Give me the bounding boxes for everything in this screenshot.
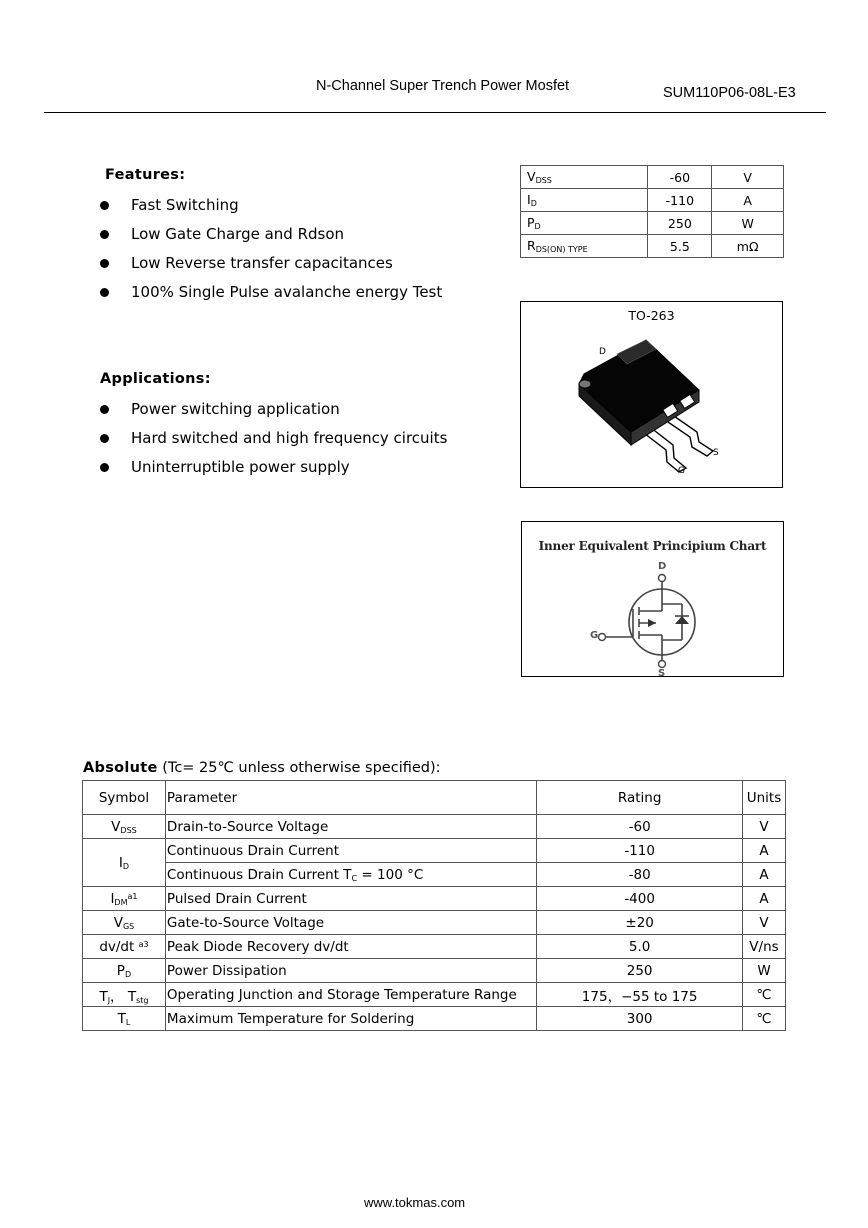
table-row xyxy=(83,815,786,839)
row-symbol: $I_D$ xyxy=(83,839,166,887)
table-header-row xyxy=(83,781,786,815)
mosfet-symbol-icon xyxy=(522,522,783,676)
pin-label-d: D xyxy=(599,347,606,357)
features-title: Features: xyxy=(105,167,186,183)
header-parameter: Parameter xyxy=(165,781,536,815)
row-rating: 250 xyxy=(537,959,743,983)
spec-value: 5.5 xyxy=(648,235,712,258)
row-symbol: $V_{DSS}$ xyxy=(83,815,166,839)
row-unit: V xyxy=(742,911,785,935)
spec-unit: A xyxy=(712,189,784,212)
table-row xyxy=(83,935,786,959)
feature-item: 100% Single Pulse avalanche energy Test xyxy=(100,278,442,307)
feature-item: Low Reverse transfer capacitances xyxy=(100,249,442,278)
table-row xyxy=(83,959,786,983)
header-symbol: Symbol xyxy=(83,781,166,815)
row-unit: V xyxy=(742,815,785,839)
table-row xyxy=(521,189,784,212)
row-unit: A xyxy=(742,887,785,911)
row-parameter: Continuous Drain Current $T_C = 100$ °C xyxy=(165,863,536,887)
row-rating: -110 xyxy=(537,839,743,863)
package-name: TO-263 xyxy=(628,308,675,323)
applications-list xyxy=(100,395,447,482)
applications-title: Applications: xyxy=(100,371,211,387)
spec-symbol: $I_D$ xyxy=(521,189,648,212)
row-rating: ±20 xyxy=(537,911,743,935)
application-item: Hard switched and high frequency circuits xyxy=(100,424,447,453)
row-rating: 175，−55 to 175 xyxy=(537,983,743,1007)
row-parameter: Maximum Temperature for Soldering xyxy=(165,1007,536,1031)
row-unit: W xyxy=(742,959,785,983)
spec-value: -60 xyxy=(648,166,712,189)
row-rating: -60 xyxy=(537,815,743,839)
row-symbol: $T_J$， $T_{stg}$ xyxy=(83,983,166,1007)
row-parameter: Pulsed Drain Current xyxy=(165,887,536,911)
row-rating: -400 xyxy=(537,887,743,911)
inner-chart-box xyxy=(521,521,784,677)
footer-url: www.tokmas.com xyxy=(364,1195,466,1210)
feature-item: Low Gate Charge and Rdson xyxy=(100,220,442,249)
row-unit: A xyxy=(742,839,785,863)
row-unit: V/ns xyxy=(742,935,785,959)
inner-chart-title: Inner Equivalent Principium Chart xyxy=(538,539,767,553)
application-item: Uninterruptible power supply xyxy=(100,453,447,482)
row-rating: 5.0 xyxy=(537,935,743,959)
row-parameter: Drain-to-Source Voltage xyxy=(165,815,536,839)
row-parameter: Power Dissipation xyxy=(165,959,536,983)
spec-unit: mΩ xyxy=(712,235,784,258)
header-divider xyxy=(44,112,826,113)
chart-pin-d: D xyxy=(658,561,667,572)
feature-item: Fast Switching xyxy=(100,191,442,220)
table-row xyxy=(83,839,786,863)
row-symbol: $V_{GS}$ xyxy=(83,911,166,935)
spec-symbol: $R_{DS(ON) TYPE}$ xyxy=(521,235,648,258)
row-rating: 300 xyxy=(537,1007,743,1031)
row-parameter: Peak Diode Recovery dv/dt xyxy=(165,935,536,959)
spec-unit: W xyxy=(712,212,784,235)
spec-symbol: $P_D$ xyxy=(521,212,648,235)
spec-unit: V xyxy=(712,166,784,189)
table-row xyxy=(83,887,786,911)
chart-pin-s: S xyxy=(658,668,666,677)
row-unit: ℃ xyxy=(742,983,785,1007)
header-units: Units xyxy=(742,781,785,815)
absolute-ratings-table xyxy=(82,780,786,1031)
spec-value: 250 xyxy=(648,212,712,235)
spec-value: -110 xyxy=(648,189,712,212)
part-number: SUM110P06-08L-E3 xyxy=(663,85,796,101)
table-row xyxy=(521,235,784,258)
table-row xyxy=(83,983,786,1007)
header-rating: Rating xyxy=(537,781,743,815)
row-parameter: Continuous Drain Current xyxy=(165,839,536,863)
table-row xyxy=(521,166,784,189)
row-rating: -80 xyxy=(537,863,743,887)
row-unit: A xyxy=(742,863,785,887)
application-item: Power switching application xyxy=(100,395,447,424)
spec-symbol: $V_{DSS}$ xyxy=(521,166,648,189)
pin-label-s: S xyxy=(713,448,719,458)
key-spec-table xyxy=(520,165,784,258)
table-row xyxy=(83,1007,786,1031)
absolute-title: Absolute (Tc= 25℃ unless otherwise specified): xyxy=(83,760,441,776)
package-box xyxy=(520,301,783,488)
row-symbol: dv/dt $^{a3}$ xyxy=(83,935,166,959)
pin-label-g: G xyxy=(678,466,685,476)
table-row xyxy=(83,863,786,887)
row-parameter: Gate-to-Source Voltage xyxy=(165,911,536,935)
row-symbol: $I_{DM}^{a1}$ xyxy=(83,887,166,911)
table-row xyxy=(83,911,786,935)
row-symbol: $P_D$ xyxy=(83,959,166,983)
to263-package-icon xyxy=(521,302,782,487)
header-title: N-Channel Super Trench Power Mosfet xyxy=(316,78,570,94)
row-parameter: Operating Junction and Storage Temperature Range xyxy=(165,983,536,1007)
table-row xyxy=(521,212,784,235)
row-unit: ℃ xyxy=(742,1007,785,1031)
row-symbol: $T_L$ xyxy=(83,1007,166,1031)
chart-pin-g: G xyxy=(590,630,599,641)
features-list xyxy=(100,191,442,307)
